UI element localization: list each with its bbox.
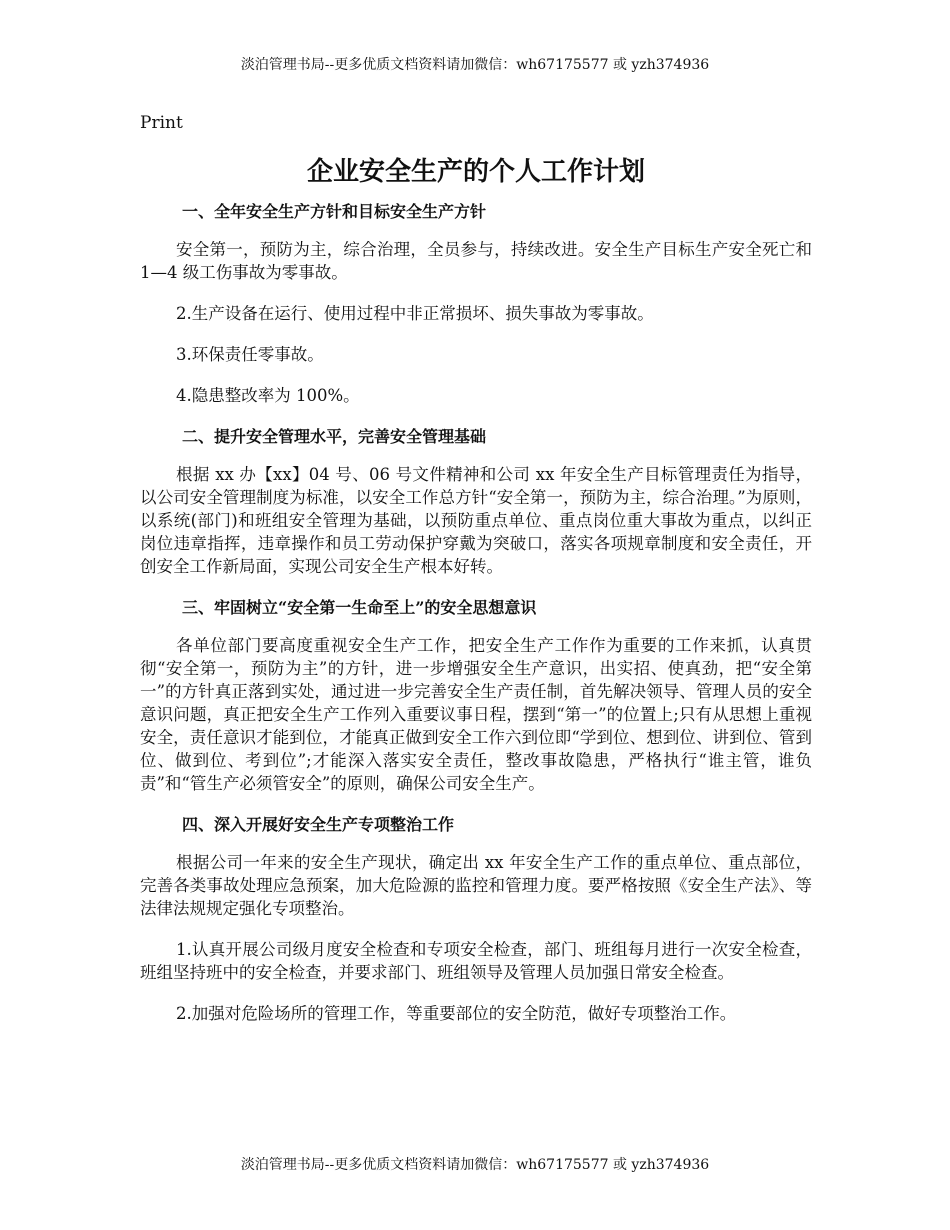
paragraph: 根据公司一年来的安全生产现状，确定出 xx 年安全生产工作的重点单位、重点部位，完善各类事故处理应急预案，加大危险源的监控和管理力度。要严格按照《安全生产法》、等法律法规规定强化专项整治。 xyxy=(140,853,812,918)
document-body xyxy=(140,112,812,1043)
section-4 xyxy=(140,813,812,1025)
section-heading: 二、提升安全管理水平，完善安全管理基础 xyxy=(182,427,487,446)
section-heading: 四、深入开展好安全生产专项整治工作 xyxy=(182,815,455,834)
page-header: 淡泊管理书局--更多优质文档资料请加微信：wh67175577 或 yzh374936 xyxy=(240,57,710,73)
paragraph: 2.生产设备在运行、使用过程中非正常损坏、损失事故为零事故。 xyxy=(176,304,654,323)
section-heading: 三、牢固树立“安全第一生命至上”的安全思想意识 xyxy=(182,598,537,617)
paragraph: 1.认真开展公司级月度安全检查和专项安全检查，部门、班组每月进行一次安全检查，班组坚持班中的安全检查，并要求部门、班组领导及管理人员加强日常安全检查。 xyxy=(140,940,812,982)
paragraph: 各单位部门要高度重视安全生产工作，把安全生产工作作为重要的工作来抓，认真贯彻“安全第一，预防为主”的方针，进一步增强安全生产意识，出实招、使真劲，把“安全第一”的方针真正落到实处，通过进一步完善安全生产责任制，首先解决领导、管理人员的安全意识问题，真正把安全生产工作列入重要议事日程，摆到“第一”的位置上;只有从思想上重视安全，责任意识才能到位，才能真正做到安全工作六到位即“学到位、想到位、讲到位、管到位、做到位、考到位”;才能深入落实安全责任，整改事故隐患，严格执行“谁主管，谁负责”和“管生产必须管安全”的原则，确保公司安全生产。 xyxy=(140,636,812,793)
paragraph: 3.环保责任零事故。 xyxy=(176,345,324,364)
page-footer: 淡泊管理书局--更多优质文档资料请加微信：wh67175577 或 yzh374936 xyxy=(240,1157,710,1173)
section-1 xyxy=(140,200,812,407)
section-3 xyxy=(140,596,812,795)
page-title: 企业安全生产的个人工作计划 xyxy=(306,157,645,187)
paragraph: 4.隐患整改率为 100%。 xyxy=(176,386,360,405)
print-label: Print xyxy=(140,113,183,133)
paragraph: 根据 xx 办【xx】04 号、06 号文件精神和公司 xx 年安全生产目标管理责任为指导，以公司安全管理制度为标准，以安全工作总方针“安全第一，预防为主，综合治理。”为原则，以系统(部门)和班组安全管理为基础，以预防重点单位、重点岗位重大事故为重点，以纠正岗位违章指挥，违章操作和员工劳动保护穿戴为突破口，落实各项规章制度和安全责任，开创安全工作新局面，实现公司安全生产根本好转。 xyxy=(140,465,812,576)
section-heading: 一、全年安全生产方针和目标安全生产方针 xyxy=(182,202,487,221)
section-2 xyxy=(140,425,812,578)
paragraph: 安全第一，预防为主，综合治理，全员参与，持续改进。安全生产目标生产安全死亡和 1—4 级工伤事故为零事故。 xyxy=(140,240,812,282)
paragraph: 2.加强对危险场所的管理工作，等重要部位的安全防范，做好专项整治工作。 xyxy=(176,1004,737,1023)
